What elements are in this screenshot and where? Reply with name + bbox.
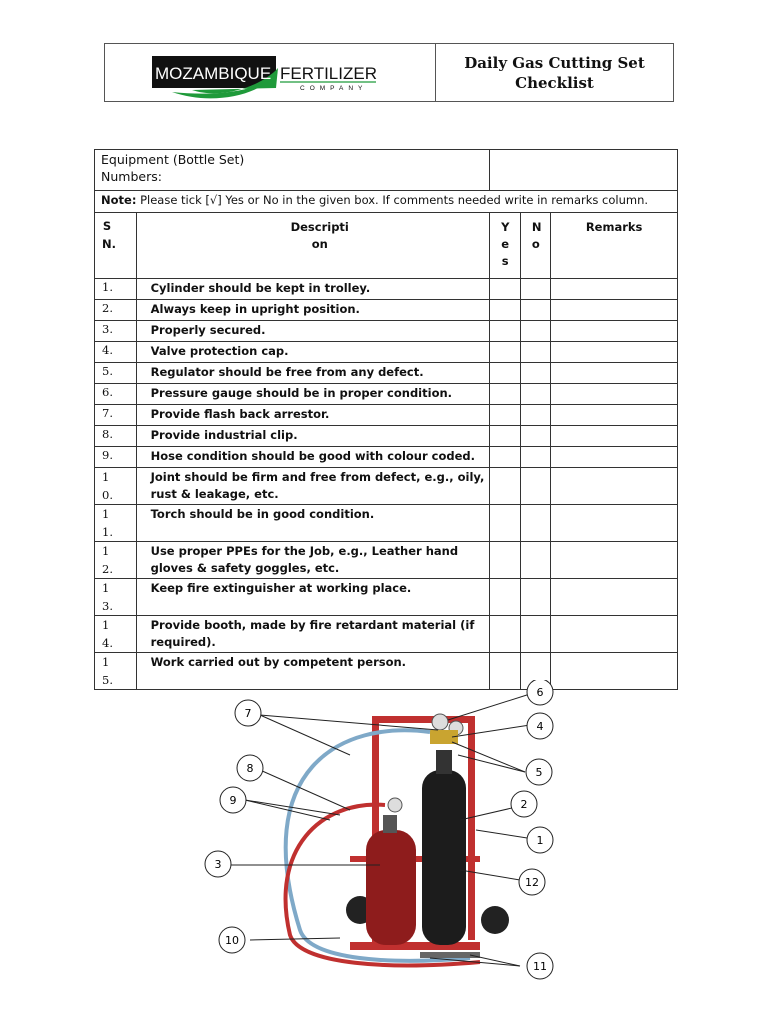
row-remarks-field[interactable] bbox=[551, 616, 678, 653]
row-sn: 9. bbox=[95, 447, 137, 468]
cylinder-dark bbox=[422, 770, 466, 945]
col-header-description: Descripti on bbox=[136, 213, 489, 279]
table-row bbox=[95, 342, 678, 363]
row-description: Keep fire extinguisher at working place. bbox=[136, 579, 489, 616]
row-no-checkbox[interactable] bbox=[521, 426, 551, 447]
note-cell bbox=[95, 191, 678, 213]
row-no-checkbox[interactable] bbox=[521, 447, 551, 468]
table-row bbox=[95, 579, 678, 616]
table-row bbox=[95, 384, 678, 405]
table-row bbox=[95, 468, 678, 505]
row-description: Properly secured. bbox=[136, 321, 489, 342]
logo-subtitle: COMPANY bbox=[300, 85, 368, 92]
row-yes-checkbox[interactable] bbox=[489, 542, 521, 579]
table-row bbox=[95, 363, 678, 384]
row-remarks-field[interactable] bbox=[551, 405, 678, 426]
wheel-right bbox=[481, 906, 509, 934]
company-logo bbox=[152, 56, 382, 100]
row-sn: 7. bbox=[95, 405, 137, 426]
row-description: Provide flash back arrestor. bbox=[136, 405, 489, 426]
row-description: Valve protection cap. bbox=[136, 342, 489, 363]
row-yes-checkbox[interactable] bbox=[489, 384, 521, 405]
row-sn: 11. bbox=[95, 505, 137, 542]
note-row bbox=[95, 191, 678, 213]
equipment-number-field[interactable] bbox=[489, 150, 677, 191]
row-no-checkbox[interactable] bbox=[521, 405, 551, 426]
row-no-checkbox[interactable] bbox=[521, 300, 551, 321]
row-no-checkbox[interactable] bbox=[521, 384, 551, 405]
row-description: Work carried out by competent person. bbox=[136, 653, 489, 690]
row-no-checkbox[interactable] bbox=[521, 279, 551, 300]
table-row bbox=[95, 426, 678, 447]
callout-4: 4 bbox=[536, 720, 544, 733]
row-remarks-field[interactable] bbox=[551, 300, 678, 321]
row-sn: 10. bbox=[95, 468, 137, 505]
callout-5: 5 bbox=[535, 766, 543, 779]
table-row bbox=[95, 405, 678, 426]
row-yes-checkbox[interactable] bbox=[489, 321, 521, 342]
regulator-gauge-red bbox=[388, 798, 402, 812]
equipment-label-line1: Equipment (Bottle Set) bbox=[101, 152, 245, 167]
row-yes-checkbox[interactable] bbox=[489, 342, 521, 363]
row-remarks-field[interactable] bbox=[551, 279, 678, 300]
equipment-label bbox=[95, 150, 490, 191]
row-remarks-field[interactable] bbox=[551, 342, 678, 363]
table-header-row bbox=[95, 213, 678, 279]
row-description: Provide booth, made by fire retardant material (if required). bbox=[136, 616, 489, 653]
row-yes-checkbox[interactable] bbox=[489, 616, 521, 653]
callout-9: 9 bbox=[229, 794, 237, 807]
row-description: Provide industrial clip. bbox=[136, 426, 489, 447]
row-no-checkbox[interactable] bbox=[521, 342, 551, 363]
row-yes-checkbox[interactable] bbox=[489, 405, 521, 426]
logo-cell bbox=[105, 44, 436, 101]
row-yes-checkbox[interactable] bbox=[489, 579, 521, 616]
row-description: Use proper PPEs for the Job, e.g., Leather hand gloves & safety goggles, etc. bbox=[136, 542, 489, 579]
row-sn: 15. bbox=[95, 653, 137, 690]
trolley-base bbox=[350, 942, 480, 950]
table-row bbox=[95, 279, 678, 300]
table-row bbox=[95, 447, 678, 468]
row-remarks-field[interactable] bbox=[551, 447, 678, 468]
row-sn: 2. bbox=[95, 300, 137, 321]
row-no-checkbox[interactable] bbox=[521, 579, 551, 616]
callout-3: 3 bbox=[214, 858, 222, 871]
row-sn: 1. bbox=[95, 279, 137, 300]
row-yes-checkbox[interactable] bbox=[489, 300, 521, 321]
row-no-checkbox[interactable] bbox=[521, 542, 551, 579]
logo-word-second: FERTILIZER bbox=[280, 64, 377, 83]
gas-cutting-set-illustration bbox=[190, 680, 580, 980]
callout-8: 8 bbox=[246, 762, 254, 775]
row-no-checkbox[interactable] bbox=[521, 505, 551, 542]
callout-10: 10 bbox=[225, 934, 239, 947]
row-remarks-field[interactable] bbox=[551, 579, 678, 616]
cylinder-red-neck bbox=[383, 815, 397, 833]
row-sn: 14. bbox=[95, 616, 137, 653]
note-prefix: Note: bbox=[101, 193, 137, 207]
row-remarks-field[interactable] bbox=[551, 542, 678, 579]
row-no-checkbox[interactable] bbox=[521, 321, 551, 342]
equipment-label-line2: Numbers: bbox=[101, 169, 162, 184]
callout-6: 6 bbox=[536, 686, 544, 699]
cylinder-red bbox=[366, 830, 416, 945]
row-sn: 5. bbox=[95, 363, 137, 384]
row-no-checkbox[interactable] bbox=[521, 468, 551, 505]
table-row bbox=[95, 616, 678, 653]
logo-word-main: MOZAMBIQUE bbox=[155, 64, 272, 83]
callout-1: 1 bbox=[536, 834, 544, 847]
cylinder-dark-neck bbox=[436, 750, 452, 774]
row-remarks-field[interactable] bbox=[551, 384, 678, 405]
callout-2: 2 bbox=[520, 798, 528, 811]
row-sn: 12. bbox=[95, 542, 137, 579]
row-sn: 3. bbox=[95, 321, 137, 342]
row-no-checkbox[interactable] bbox=[521, 363, 551, 384]
regulator-gauge-top bbox=[432, 714, 448, 730]
col-header-sn: S N. bbox=[95, 213, 137, 279]
table-row bbox=[95, 300, 678, 321]
row-remarks-field[interactable] bbox=[551, 505, 678, 542]
row-description: Joint should be firm and free from defect, e.g., oily, rust & leakage, etc. bbox=[136, 468, 489, 505]
row-description: Pressure gauge should be in proper condition. bbox=[136, 384, 489, 405]
table-row bbox=[95, 505, 678, 542]
note-text: Please tick [√] Yes or No in the given box. If comments needed write in remarks column. bbox=[136, 193, 649, 207]
checklist-table bbox=[94, 149, 678, 690]
row-yes-checkbox[interactable] bbox=[489, 447, 521, 468]
equipment-row bbox=[95, 150, 678, 191]
callout-7: 7 bbox=[244, 707, 252, 720]
row-yes-checkbox[interactable] bbox=[489, 279, 521, 300]
row-yes-checkbox[interactable] bbox=[489, 468, 521, 505]
checklist-rows bbox=[95, 279, 678, 690]
row-remarks-field[interactable] bbox=[551, 321, 678, 342]
row-no-checkbox[interactable] bbox=[521, 616, 551, 653]
row-yes-checkbox[interactable] bbox=[489, 363, 521, 384]
row-yes-checkbox[interactable] bbox=[489, 426, 521, 447]
row-remarks-field[interactable] bbox=[551, 468, 678, 505]
row-sn: 8. bbox=[95, 426, 137, 447]
row-remarks-field[interactable] bbox=[551, 426, 678, 447]
callout-12: 12 bbox=[525, 876, 539, 889]
table-row bbox=[95, 321, 678, 342]
col-header-remarks: Remarks bbox=[551, 213, 678, 279]
col-header-no: No bbox=[521, 213, 551, 279]
row-sn: 4. bbox=[95, 342, 137, 363]
col-header-yes: Yes bbox=[489, 213, 521, 279]
table-row bbox=[95, 542, 678, 579]
row-sn: 13. bbox=[95, 579, 137, 616]
row-description: Always keep in upright position. bbox=[136, 300, 489, 321]
row-remarks-field[interactable] bbox=[551, 363, 678, 384]
row-description: Hose condition should be good with colour coded. bbox=[136, 447, 489, 468]
row-yes-checkbox[interactable] bbox=[489, 505, 521, 542]
row-sn: 6. bbox=[95, 384, 137, 405]
callout-11: 11 bbox=[533, 960, 547, 973]
document-title: Daily Gas Cutting Set Checklist bbox=[464, 53, 645, 92]
row-description: Cylinder should be kept in trolley. bbox=[136, 279, 489, 300]
row-description: Torch should be in good condition. bbox=[136, 505, 489, 542]
row-description: Regulator should be free from any defect. bbox=[136, 363, 489, 384]
document-header bbox=[104, 43, 674, 102]
trolley-frame-right bbox=[468, 720, 475, 940]
